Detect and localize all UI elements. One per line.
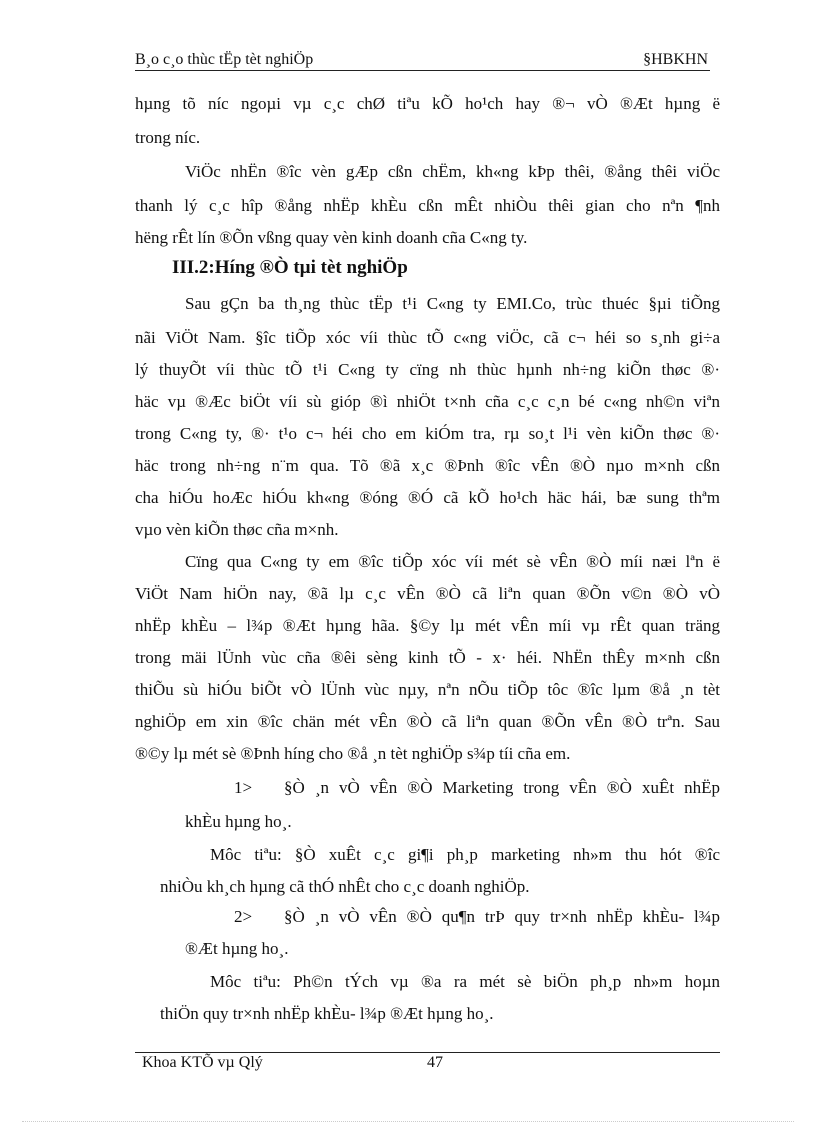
list-item-goal: Môc tiªu: Ph©n tÝch vµ ®a ra mét sè biÖn ph¸p nh»m hoµn <box>210 972 720 991</box>
paragraph-line: lý thuyÕt víi thùc tÕ t¹i C«ng ty cïng nh thùc hµnh nh÷ng kiÕn thøc ®· <box>135 360 720 379</box>
paragraph-line: hµng tõ níc ngoµi vµ c¸c chØ tiªu kÕ ho¹ch hay ®¬ vÒ ®Æt hµng ë <box>135 94 720 113</box>
paragraph-line: trong mäi lÜnh vùc cña ®êi sèng kinh tÕ - x· héi. NhËn thÊy m×nh cßn <box>135 648 720 667</box>
paragraph-line: nghiÖp em xin ®îc chän mét vÊn ®Ò cã liªn quan ®Õn vÊn ®Ò trªn. Sau <box>135 712 720 731</box>
list-item-goal: Môc tiªu: §Ò xuÊt c¸c gi¶i ph¸p marketing nh»m thu hót ®îc <box>210 845 720 864</box>
list-item-title: §Ò ¸n vÒ vÊn ®Ò qu¶n trÞ quy tr×nh nhËp khÈu- l¾p <box>284 907 720 926</box>
list-item-number: 2> <box>234 907 253 926</box>
paragraph-line: vµo vèn kiÕn thøc cña m×nh. <box>135 520 339 539</box>
paragraph-line: thiÕu sù hiÓu biÕt vÒ lÜnh vùc nµy, nªn nÕu tiÕp tôc ®îc lµm ®å ¸n tèt <box>135 680 720 699</box>
list-item-goal-cont: nhiÒu kh¸ch hµng cã thÓ nhÊt cho c¸c doanh nghiÖp. <box>160 877 530 896</box>
paragraph-line: hëng rÊt lín ®Õn vßng quay vèn kinh doanh cña C«ng ty. <box>135 228 528 247</box>
footer-rule <box>135 1052 720 1053</box>
paragraph-line: Cïng qua C«ng ty em ®îc tiÕp xóc víi mét sè vÊn ®Ò míi næi lªn ë <box>185 552 720 571</box>
paragraph-line: trong C«ng ty, ®· t¹o c¬ héi cho em kiÓm tra, rµ so¸t l¹i vèn kiÕn thøc ®· <box>135 424 720 443</box>
list-item-goal-cont: thiÖn quy tr×nh nhËp khÈu- l¾p ®Æt hµng ho¸. <box>160 1004 494 1023</box>
paragraph-line: Sau gÇn ba th¸ng thùc tËp t¹i C«ng ty EMI.Co, trùc thuéc §µi tiÕng <box>185 294 720 313</box>
paragraph-line: nhËp khÈu – l¾p ®Æt hµng hãa. §©y lµ mét vÊn míi vµ rÊt quan träng <box>135 616 720 635</box>
list-item-title-cont: khÈu hµng ho¸. <box>185 812 292 831</box>
paragraph-line: ®©y lµ mét sè ®Þnh híng cho ®å ¸n tèt nghiÖp s¾p tíi cña em. <box>135 744 571 763</box>
list-item-title-cont: ®Æt hµng ho¸. <box>185 939 289 958</box>
paragraph-line: häc vµ ®Æc biÖt víi sù gióp ®ì nhiÖt t×nh cña c¸c c¸n bé c«ng nh©n viªn <box>135 392 720 411</box>
page-number: 47 <box>427 1054 443 1071</box>
paragraph-line: trong níc. <box>135 128 201 147</box>
page-edge-divider <box>22 1121 794 1122</box>
paragraph-line: nãi ViÖt Nam. §îc tiÕp xóc víi thùc tÕ c«ng viÖc, cã c¬ héi so s¸nh gi÷a <box>135 328 720 347</box>
list-item-title: §Ò ¸n vÒ vÊn ®Ò Marketing trong vÊn ®Ò xuÊt nhËp <box>284 778 720 797</box>
page-header <box>135 50 710 71</box>
paragraph-line: ViÖt Nam hiÖn nay, ®ã lµ c¸c vÊn ®Ò cã liªn quan ®Õn v©n ®Ò vÒ <box>135 584 720 603</box>
footer-faculty: Khoa KTÕ vµ Qlý <box>142 1054 263 1071</box>
paragraph-line: ViÖc nhËn ®îc vèn gÆp cßn chËm, kh«ng kÞp thêi, ®ång thêi viÖc <box>185 162 720 181</box>
paragraph-line: cha hiÓu hoÆc hiÓu kh«ng ®óng ®Ó cã kÕ ho¹ch häc hái, bæ sung thªm <box>135 488 720 507</box>
paragraph-line: häc trong nh÷ng n¨m qua. Tõ ®ã x¸c ®Þnh ®îc vÊn ®Ò nµo m×nh cßn <box>135 456 720 475</box>
header-title: B¸o c¸o thùc tËp tèt nghiÖp <box>135 51 314 68</box>
list-item-number: 1> <box>234 778 253 797</box>
paragraph-line: thanh lý c¸c hîp ®ång nhËp khÈu cßn mÊt nhiÒu thêi gian cho nªn ¶nh <box>135 196 720 215</box>
header-school: §HBKHN <box>643 51 708 68</box>
section-heading: III.2:Híng ®Ò tµi tèt nghiÖp <box>172 257 408 278</box>
